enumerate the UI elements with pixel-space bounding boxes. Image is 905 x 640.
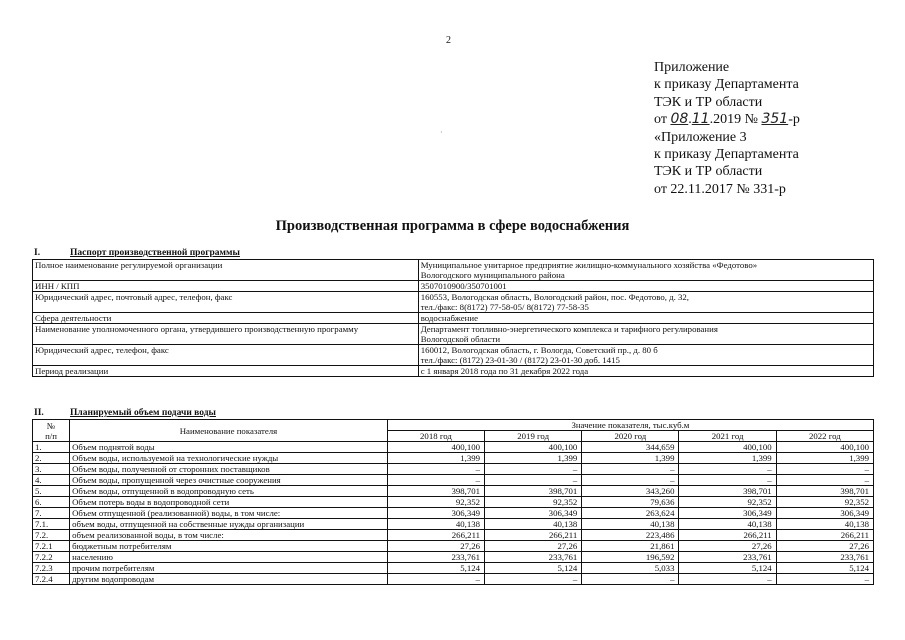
passport-value-line-2: Вологодского муниципального района	[420, 270, 565, 280]
header-number-line-1: №	[46, 420, 56, 431]
table-row	[33, 519, 874, 530]
table-row	[33, 345, 874, 366]
row-value: –	[387, 464, 484, 475]
document-title: Производственная программа в сфере водоснабжения	[275, 218, 630, 234]
row-indicator-name: бюджетным потребителям	[70, 541, 388, 552]
row-value: –	[485, 475, 582, 486]
passport-label: Полное наименование регулируемой организации	[33, 260, 419, 281]
passport-value	[418, 324, 873, 345]
row-value: 223,486	[582, 530, 679, 541]
row-number: 2.	[33, 453, 70, 464]
row-value: –	[485, 574, 582, 585]
appendix-line-4	[654, 111, 800, 128]
appendix-year: .2019 №	[709, 112, 758, 128]
row-value: –	[776, 475, 873, 486]
row-value: 233,761	[387, 552, 484, 563]
row-value: 344,659	[582, 442, 679, 453]
row-value: 263,624	[582, 508, 679, 519]
header-indicator-value: Значение показателя, тыс.куб.м	[387, 420, 873, 431]
row-value: 266,211	[485, 530, 582, 541]
row-value: 400,100	[387, 442, 484, 453]
row-value: –	[679, 475, 776, 486]
appendix-line-2: к приказу Департамента	[654, 77, 799, 93]
row-value: 5,124	[387, 563, 484, 574]
row-number: 7.	[33, 508, 70, 519]
row-number: 7.2.4	[33, 574, 70, 585]
section-1-heading	[34, 248, 240, 258]
table-row	[33, 486, 874, 497]
row-value: 1,399	[387, 453, 484, 464]
passport-value-line-1: Департамент топливно-энергетического комплекса и тарифного регулирования	[420, 324, 718, 334]
row-value: 1,399	[582, 453, 679, 464]
appendix-line-7: ТЭК и ТР области	[654, 164, 763, 180]
row-indicator-name: Объем воды, пропущенной через очистные сооружения	[70, 475, 388, 486]
passport-value-line-1: Муниципальное унитарное предприятие жилищно-коммунального хозяйства «Федотово»	[420, 260, 758, 270]
section-2-title: Планируемый объем подачи воды	[70, 408, 216, 418]
row-indicator-name: Объем поднятой воды	[70, 442, 388, 453]
row-value: –	[485, 464, 582, 475]
row-number: 7.2.	[33, 530, 70, 541]
row-value: –	[582, 475, 679, 486]
water-volume-table	[32, 419, 874, 585]
page-number: 2	[446, 35, 451, 46]
row-indicator-name: Объем воды, отпущенной в водопроводную сеть	[70, 486, 388, 497]
table-row	[33, 475, 874, 486]
row-value: 266,211	[679, 530, 776, 541]
passport-table	[32, 259, 874, 377]
row-number: 4.	[33, 475, 70, 486]
row-value: –	[776, 464, 873, 475]
row-value: 27,26	[679, 541, 776, 552]
row-value: 400,100	[776, 442, 873, 453]
table-row	[33, 292, 874, 313]
row-value: 92,352	[679, 497, 776, 508]
row-indicator-name: Объем потерь воды в водопроводной сети	[70, 497, 388, 508]
header-indicator-name: Наименование показателя	[70, 420, 388, 442]
row-value: 40,138	[387, 519, 484, 530]
row-number: 7.2.2	[33, 552, 70, 563]
row-value: 343,260	[582, 486, 679, 497]
row-value: 27,26	[387, 541, 484, 552]
row-value: 5,124	[485, 563, 582, 574]
row-number: 3.	[33, 464, 70, 475]
appendix-suffix: -р	[788, 112, 800, 128]
passport-value-line-1: 3507010900/350701001	[420, 281, 507, 291]
table-row	[33, 530, 874, 541]
passport-value-line-2: Вологодской области	[420, 334, 501, 344]
table-row	[33, 453, 874, 464]
row-number: 1.	[33, 442, 70, 453]
table-row	[33, 563, 874, 574]
passport-value	[418, 260, 873, 281]
row-value: –	[582, 574, 679, 585]
row-indicator-name: объем воды, отпущенной на собственные нужды организации	[70, 519, 388, 530]
handwritten-order-number: 351	[761, 111, 789, 128]
row-number: 7.2.3	[33, 563, 70, 574]
row-value: –	[679, 464, 776, 475]
header-year: 2018 год	[387, 431, 484, 442]
passport-label: ИНН / КПП	[33, 281, 419, 292]
row-value: 398,701	[387, 486, 484, 497]
row-value: –	[679, 574, 776, 585]
passport-label: Сфера деятельности	[33, 313, 419, 324]
row-value: 40,138	[485, 519, 582, 530]
row-value: 5,124	[776, 563, 873, 574]
header-number	[33, 420, 70, 442]
row-value: –	[582, 464, 679, 475]
section-2-heading	[34, 408, 216, 418]
row-value: 266,211	[776, 530, 873, 541]
scan-speck: ·	[440, 128, 443, 137]
row-value: 398,701	[679, 486, 776, 497]
row-number: 7.1.	[33, 519, 70, 530]
row-value: 233,761	[776, 552, 873, 563]
row-value: 400,100	[485, 442, 582, 453]
row-value: 398,701	[776, 486, 873, 497]
table-row	[33, 366, 874, 377]
passport-value	[418, 345, 873, 366]
section-2-number: II.	[34, 408, 44, 418]
row-value: 1,399	[776, 453, 873, 464]
row-number: 5.	[33, 486, 70, 497]
appendix-line-3: ТЭК и ТР области	[654, 94, 763, 110]
row-value: 1,399	[485, 453, 582, 464]
table-row	[33, 497, 874, 508]
table-row	[33, 508, 874, 519]
appendix-line-6: к приказу Департамента	[654, 147, 799, 163]
row-value: 27,26	[485, 541, 582, 552]
row-value: 398,701	[485, 486, 582, 497]
appendix-block	[654, 59, 800, 198]
passport-label: Юридический адрес, телефон, факс	[33, 345, 419, 366]
row-value: 306,349	[776, 508, 873, 519]
row-value: 196,592	[582, 552, 679, 563]
row-value: –	[776, 574, 873, 585]
row-indicator-name: объем реализованной воды, в том числе:	[70, 530, 388, 541]
row-value: 306,349	[485, 508, 582, 519]
row-value: 5,124	[679, 563, 776, 574]
row-value: 233,761	[679, 552, 776, 563]
table-row	[33, 324, 874, 345]
row-value: –	[387, 475, 484, 486]
appendix-date-sep: .	[688, 112, 692, 128]
passport-value-line-2: тел./факс: 8(8172) 77-58-05/ 8(8172) 77-58-35	[420, 302, 589, 312]
table-header-row	[33, 420, 874, 431]
passport-value-line-1: с 1 января 2018 года по 31 декабря 2022 года	[420, 366, 589, 376]
appendix-line-8: от 22.11.2017 № 331-р	[654, 181, 786, 197]
row-value: 40,138	[679, 519, 776, 530]
row-value: 306,349	[679, 508, 776, 519]
passport-value-line-1: водоснабжение	[420, 313, 478, 323]
section-1-title: Паспорт производственной программы	[70, 248, 240, 258]
header-year: 2020 год	[582, 431, 679, 442]
row-value: 92,352	[776, 497, 873, 508]
row-value: 266,211	[387, 530, 484, 541]
row-value: 40,138	[582, 519, 679, 530]
row-value: –	[387, 574, 484, 585]
passport-value	[418, 313, 873, 324]
passport-label: Юридический адрес, почтовый адрес, телефон, факс	[33, 292, 419, 313]
row-value: 92,352	[485, 497, 582, 508]
row-indicator-name: населению	[70, 552, 388, 563]
header-year: 2019 год	[485, 431, 582, 442]
row-value: 1,399	[679, 453, 776, 464]
passport-label: Период реализации	[33, 366, 419, 377]
passport-value	[418, 292, 873, 313]
row-indicator-name: Объем отпущенной (реализованной) воды, в том числе:	[70, 508, 388, 519]
handwritten-month: 11	[691, 111, 710, 128]
table-row	[33, 260, 874, 281]
row-value: 306,349	[387, 508, 484, 519]
row-number: 6.	[33, 497, 70, 508]
header-year: 2021 год	[679, 431, 776, 442]
section-1-number: I.	[34, 248, 41, 258]
row-indicator-name: другим водопроводам	[70, 574, 388, 585]
row-value: 92,352	[387, 497, 484, 508]
row-value: 21,861	[582, 541, 679, 552]
table-row	[33, 552, 874, 563]
table-row	[33, 281, 874, 292]
passport-value	[418, 281, 873, 292]
row-value: 5,033	[582, 563, 679, 574]
row-number: 7.2.1	[33, 541, 70, 552]
row-indicator-name: прочим потребителям	[70, 563, 388, 574]
appendix-line-1: Приложение	[654, 60, 730, 75]
passport-value-line-1: 160553, Вологодская область, Вологодский район, пос. Федотово, д. 32,	[420, 292, 689, 302]
passport-value	[418, 366, 873, 377]
row-value: 233,761	[485, 552, 582, 563]
row-indicator-name: Объем воды, полученной от сторонних поставщиков	[70, 464, 388, 475]
row-value: 400,100	[679, 442, 776, 453]
header-number-line-2: п/п	[45, 430, 57, 441]
appendix-date-prefix: от	[654, 112, 667, 128]
row-value: 79,636	[582, 497, 679, 508]
appendix-line-5: «Приложение 3	[654, 129, 747, 145]
passport-label: Наименование уполномоченного органа, утвердившего производственную программу	[33, 324, 419, 345]
table-row	[33, 313, 874, 324]
table-row	[33, 464, 874, 475]
passport-value-line-1: 160012, Вологодская область, г. Вологда, Советский пр., д. 80 б	[420, 345, 658, 355]
row-indicator-name: Объем воды, используемой на технологические нужды	[70, 453, 388, 464]
header-year: 2022 год	[776, 431, 873, 442]
passport-value-line-2: тел./факс: (8172) 23-01-30 / (8172) 23-01-30 доб. 1415	[420, 355, 620, 365]
table-row	[33, 574, 874, 585]
table-row	[33, 442, 874, 453]
handwritten-day: 08	[670, 111, 689, 128]
row-value: 40,138	[776, 519, 873, 530]
table-row	[33, 541, 874, 552]
row-value: 27,26	[776, 541, 873, 552]
